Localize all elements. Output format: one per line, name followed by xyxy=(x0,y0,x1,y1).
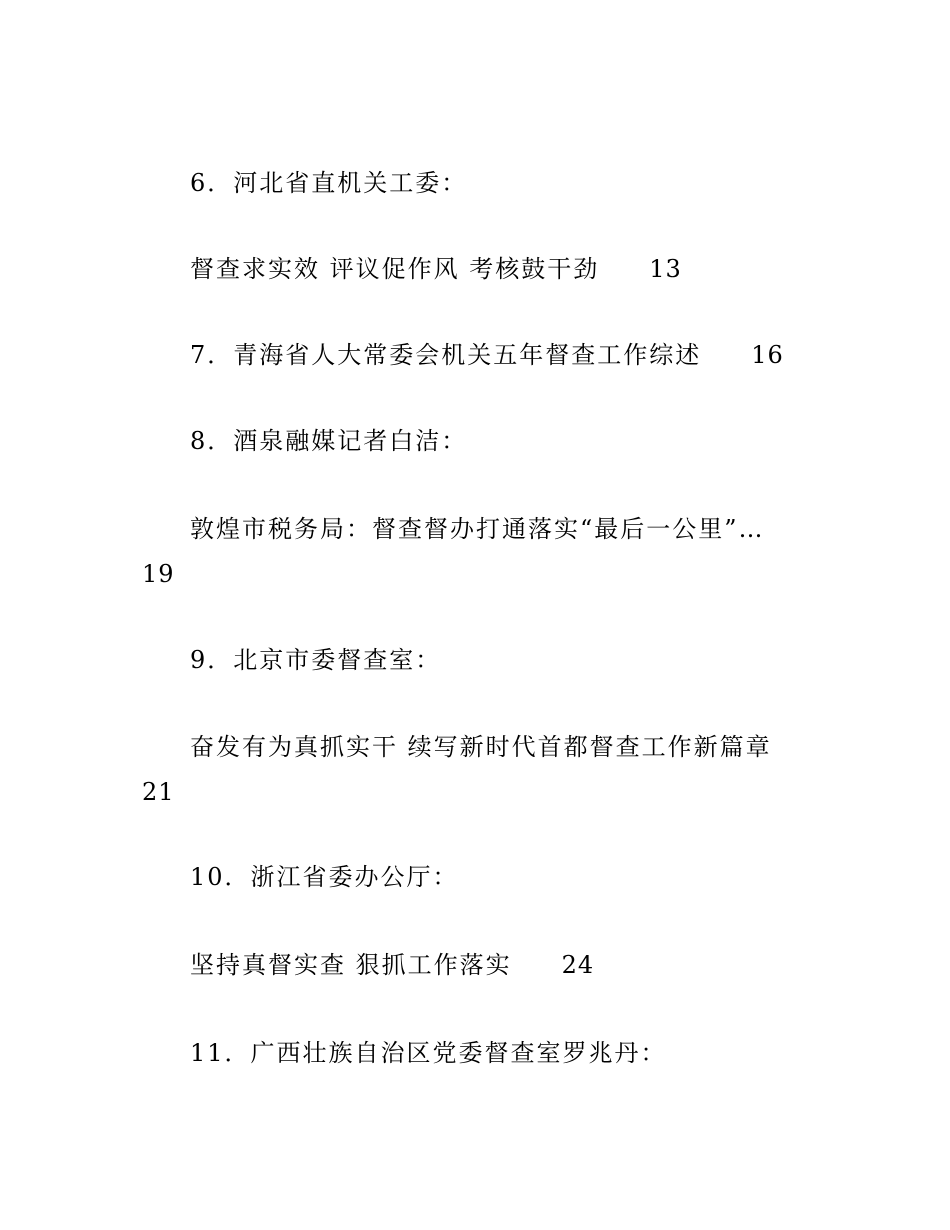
toc-entry-9-title: 奋发有为真抓实干 续写新时代首都督查工作新篇章 xyxy=(190,733,772,761)
toc-entry-11-heading: 11．广西壮族自治区党委督查室罗兆丹： xyxy=(190,1039,667,1067)
toc-entry-6-page: 13 xyxy=(649,255,682,283)
toc-entry-9-page: 21 xyxy=(142,778,175,806)
toc-entry-7-row xyxy=(190,340,784,370)
toc-entry-6-heading: 6．河北省直机关工委： xyxy=(190,169,468,197)
toc-entry-8-page: 19 xyxy=(142,560,175,588)
toc-entry-7-title: 7．青海省人大常委会机关五年督查工作综述 xyxy=(190,341,702,369)
toc-entry-6-title-row xyxy=(190,254,682,284)
toc-entry-10-heading: 10．浙江省委办公厅： xyxy=(190,863,459,891)
toc-entry-10-page: 24 xyxy=(561,951,595,979)
toc-entry-8-heading: 8．酒泉融媒记者白洁： xyxy=(190,427,468,455)
toc-entry-10-title-row xyxy=(190,950,594,980)
toc-entry-9-heading: 9．北京市委督查室： xyxy=(190,646,442,674)
toc-entry-7-page: 16 xyxy=(751,341,784,369)
toc-entry-10-title: 坚持真督实查 狠抓工作落实 xyxy=(190,951,512,979)
toc-entry-6-title: 督查求实效 评议促作风 考核鼓干劲 xyxy=(190,255,600,283)
toc-entry-8-title: 敦煌市税务局：督查督办打通落实“最后一公里”… xyxy=(190,515,765,543)
